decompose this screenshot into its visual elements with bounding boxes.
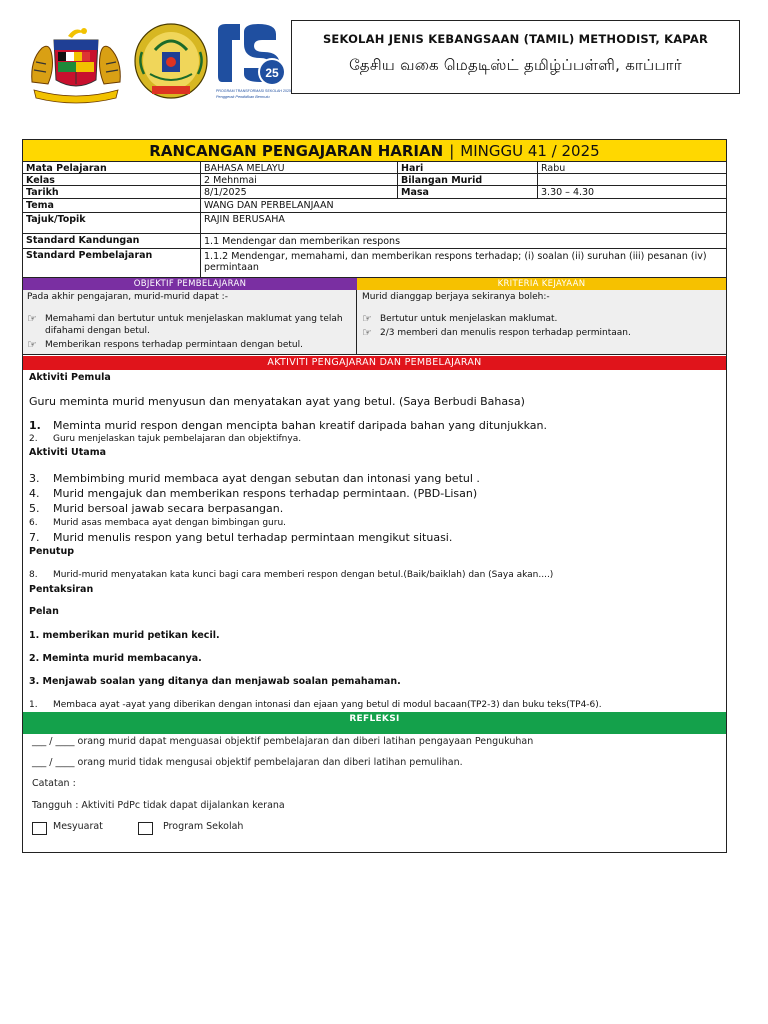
pointing-hand-icon: ☞ bbox=[27, 312, 37, 325]
header-logos bbox=[28, 18, 290, 106]
activity-step: 4. Murid mengajuk dan memberikan respons terhadap permintaan. (PBD-Lisan) bbox=[29, 487, 478, 500]
row-content-standard bbox=[23, 234, 726, 249]
plan-item: 1. memberikan murid petikan kecil. bbox=[29, 630, 220, 641]
form-title-bar bbox=[23, 140, 726, 162]
row-topic bbox=[23, 213, 726, 234]
date-value[interactable]: 8/1/2025 bbox=[204, 187, 247, 198]
school-header-box bbox=[291, 20, 740, 94]
objective-header: OBJEKTIF PEMBELAJARAN bbox=[23, 278, 357, 290]
class-label: Kelas bbox=[26, 175, 55, 185]
plan-item: 3. Menjawab soalan yang ditanya dan menjawab soalan pemahaman. bbox=[29, 676, 401, 687]
criteria-header: KRITERIA KEJAYAAN bbox=[357, 278, 726, 290]
learning-standard-value[interactable]: 1.1.2 Mendengar, memahami, dan memberikan respons terhadap; (i) soalan (ii) suruhan (iii) pesanan (iv) permintaan bbox=[204, 251, 707, 273]
ts25-number: 25 bbox=[265, 66, 279, 80]
malaysia-coat-of-arms-icon bbox=[28, 22, 124, 104]
reflection-mastered-line[interactable]: ___ / ____ orang murid dapat menguasai objektif pembelajaran dan diberi latihan pengayaan Pengukuhan bbox=[32, 736, 534, 747]
row-class bbox=[23, 174, 726, 186]
content-standard-label: Standard Kandungan bbox=[26, 235, 140, 246]
notes-label: Catatan : bbox=[32, 778, 76, 789]
activity-step: 8. Murid-murid menyatakan kata kunci bagi cara memberi respon dengan betul.(Baik/baiklah) dan (Saya akan....) bbox=[29, 570, 554, 580]
objective-column bbox=[27, 292, 349, 351]
row-date bbox=[23, 186, 726, 199]
school-program-option-label: Program Sekolah bbox=[163, 821, 244, 832]
activity-step: 7. Murid menulis respon yang betul terhadap permintaan mengikut situasi. bbox=[29, 531, 453, 544]
objective-intro: Pada akhir pengajaran, murid-murid dapat :- bbox=[27, 292, 228, 302]
topic-label: Tajuk/Topik bbox=[26, 214, 86, 225]
activity-step: 1. Meminta murid respon dengan mencipta bahan kreatif daripada bahan yang ditunjukkan. bbox=[29, 419, 547, 432]
students-label: Bilangan Murid bbox=[401, 175, 483, 185]
criteria-column bbox=[362, 292, 722, 339]
class-value[interactable]: 2 Mehnmai bbox=[204, 175, 257, 185]
objective-item: ☞ Memahami dan bertutur untuk menjelaskan maklumat yang telah difahami dengan betul. bbox=[27, 312, 343, 336]
topic-value[interactable]: RAJIN BERUSAHA bbox=[204, 214, 285, 225]
reflection-not-mastered-line[interactable]: ___ / ____ orang murid tidak mengusai objektif pembelajaran dan diberi latihan pemulihan. bbox=[32, 757, 463, 768]
opening-text: Guru meminta murid menyusun dan menyatakan ayat yang betul. (Saya Berbudi Bahasa) bbox=[29, 395, 525, 408]
meeting-option-label: Mesyuarat bbox=[53, 821, 103, 832]
ts25-subcaption: Penggerak Pendidikan Bermutu bbox=[216, 95, 270, 99]
closing-label: Penutup bbox=[29, 546, 75, 557]
activity-step: 6. Murid asas membaca ayat dengan bimbingan guru. bbox=[29, 518, 287, 528]
reflection-header: REFLEKSI bbox=[23, 712, 726, 734]
meeting-checkbox[interactable] bbox=[32, 822, 47, 835]
ts25-logo-icon bbox=[214, 22, 292, 104]
content-standard-value[interactable]: 1.1 Mendengar dan memberikan respons bbox=[204, 236, 401, 247]
school-name: SEKOLAH JENIS KEBANGSAAN (TAMIL) METHODIST, KAPAR bbox=[322, 32, 709, 46]
pointing-hand-icon: ☞ bbox=[27, 338, 37, 351]
day-label: Hari bbox=[401, 163, 424, 173]
activity-step: 5. Murid bersoal jawab secara berpasangan. bbox=[29, 502, 284, 515]
activities-header: AKTIVITI PENGAJARAN DAN PEMBELAJARAN bbox=[23, 356, 726, 370]
theme-value[interactable]: WANG DAN PERBELANJAAN bbox=[204, 200, 334, 211]
criteria-intro: Murid dianggap berjaya sekiranya boleh:- bbox=[362, 292, 550, 302]
form-title: RANCANGAN PENGAJARAN HARIAN bbox=[149, 141, 444, 160]
school-name-tamil: தேசிய வகை மெதடிஸ்ட் தமிழ்ப்பள்ளி, காப்பார் bbox=[349, 56, 682, 74]
row-learning-standard bbox=[23, 249, 726, 278]
assessment-note: 1. Membaca ayat -ayat yang diberikan dengan intonasi dan ejaan yang betul di modul bacaan(TP2-3) dan buku teks(TP4-6). bbox=[29, 700, 602, 710]
school-badge-icon bbox=[132, 22, 210, 104]
theme-label: Tema bbox=[26, 200, 54, 211]
opening-label: Aktiviti Pemula bbox=[29, 372, 111, 383]
learning-standard-label: Standard Pembelajaran bbox=[26, 250, 153, 261]
subject-value[interactable]: BAHASA MELAYU bbox=[204, 163, 285, 173]
assessment-label: Pentaksiran bbox=[29, 584, 94, 595]
plan-label: Pelan bbox=[29, 606, 59, 617]
main-activity-label: Aktiviti Utama bbox=[29, 447, 106, 458]
objective-item: ☞ Memberikan respons terhadap permintaan dengan betul. bbox=[27, 338, 303, 351]
title-separator: | bbox=[449, 141, 455, 160]
date-label: Tarikh bbox=[26, 187, 59, 198]
pointing-hand-icon: ☞ bbox=[362, 312, 372, 325]
criteria-item: ☞ 2/3 memberi dan menulis respon terhadap permintaan. bbox=[362, 326, 631, 339]
school-program-checkbox[interactable] bbox=[138, 822, 153, 835]
activity-step: 3. Membimbing murid membaca ayat dengan sebutan dan intonasi yang betul . bbox=[29, 472, 480, 485]
plan-item: 2. Meminta murid membacanya. bbox=[29, 653, 202, 664]
postpone-label: Tangguh : Aktiviti PdPc tidak dapat dijalankan kerana bbox=[32, 800, 285, 811]
ts25-caption: PROGRAM TRANSFORMASI SEKOLAH 2025 bbox=[216, 89, 292, 93]
row-theme bbox=[23, 199, 726, 213]
activity-step: 2. Guru menjelaskan tajuk pembelajaran dan objektifnya. bbox=[29, 434, 302, 444]
objective-criteria-block bbox=[23, 290, 726, 355]
time-value[interactable]: 3.30 – 4.30 bbox=[541, 187, 595, 198]
time-label: Masa bbox=[401, 187, 429, 198]
row-subject bbox=[23, 162, 726, 174]
lesson-plan-form bbox=[22, 139, 727, 853]
week-label: MINGGU 41 / 2025 bbox=[460, 141, 600, 160]
pointing-hand-icon: ☞ bbox=[362, 326, 372, 339]
students-value[interactable] bbox=[538, 174, 726, 185]
subject-label: Mata Pelajaran bbox=[26, 163, 107, 173]
day-value[interactable]: Rabu bbox=[541, 163, 566, 173]
criteria-item: ☞ Bertutur untuk menjelaskan maklumat. bbox=[362, 312, 558, 325]
